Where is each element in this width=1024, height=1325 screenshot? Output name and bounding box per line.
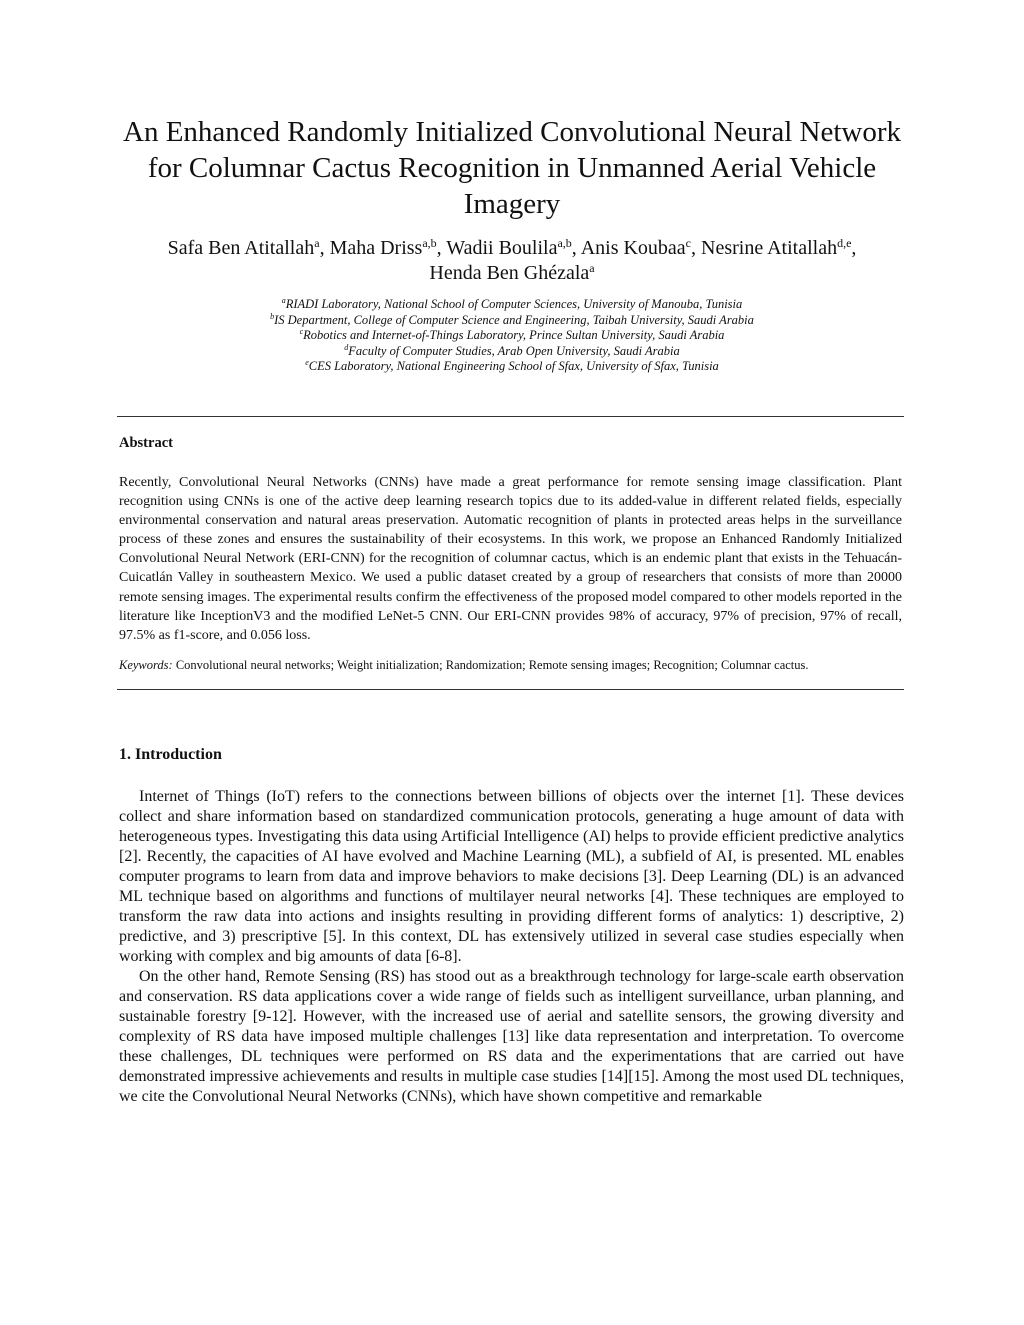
title-line-2: for Columnar Cactus Recognition in Unmanned Aerial Vehicle: [147, 152, 877, 184]
affiliation-mark: e: [305, 358, 309, 367]
keywords-text: Convolutional neural networks; Weight initialization; Randomization; Remote sensing images; Recognition; Columnar cactus.: [175, 658, 809, 672]
author-line-2: [110, 261, 914, 286]
section-heading-introduction: 1. Introduction: [119, 746, 222, 763]
affiliation-mark: a: [281, 296, 286, 305]
keywords: [119, 657, 902, 673]
affiliation-text: Faculty of Computer Studies, Arab Open University, Saudi Arabia: [348, 343, 680, 358]
author-name: Anis Koubaa: [580, 237, 686, 259]
affiliation: [110, 297, 914, 313]
author-line-1: Safa Ben Atitallah$^a$, Maha Driss$^{a,b}$, Wadii Boulila$^{a,b}$, Anis Koubaa$^c$, Nesrine Atitallah$^{d,e}$,: [167, 236, 857, 259]
introduction-body: [119, 787, 904, 1107]
affiliation: [110, 359, 914, 375]
author-affil-mark: d,e: [837, 236, 852, 250]
author-name: Safa Ben Atitallah: [167, 237, 315, 259]
affiliation-text: Robotics and Internet-of-Things Laboratory, Prince Sultan University, Saudi Arabia: [303, 328, 725, 342]
author-name: Wadii Boulila: [446, 237, 558, 259]
affiliation: [110, 328, 914, 344]
author-affil-mark: a,b: [557, 236, 572, 250]
affiliation-mark: c: [299, 327, 304, 336]
author-affil-mark: a,b: [422, 236, 437, 250]
affiliation-text: CES Laboratory, National Engineering School of Sfax, University of Sfax, Tunisia: [308, 359, 719, 373]
paragraph: On the other hand, Remote Sensing (RS) has stood out as a breakthrough technology for large-scale earth observation and conservation. RS data applications cover a wide range of fields such as intelligent surveillance, urban planning, and sustainable forestry [9-12]. However, with the increased use of aerial and satellite sensors, the growing diversity and complexity of RS data have imposed multiple challenges [13] like data representation and interpretation. To overcome these challenges, DL techniques were performed on RS data and the experimentations that are carried out have demonstrated impressive achievements and results in multiple case studies [14][15]. Among the most used DL techniques, we cite the Convolutional Neural Networks (CNNs), which have shown competitive and remarkable: [119, 968, 904, 1105]
title-line-1: An Enhanced Randomly Initialized Convolutional Neural Network: [123, 116, 901, 148]
author-affil-mark: a: [314, 236, 320, 250]
author-list: [110, 236, 914, 286]
keywords-label: Keywords:: [119, 658, 173, 672]
affiliation-mark: b: [270, 311, 275, 321]
paragraph: Internet of Things (IoT) refers to the connections between billions of objects over the internet [1]. These devices collect and share information based on standardized communication protocols, generating a huge amount of data with heterogeneous types. Investigating this data using Artificial Intelligence (AI) helps to provide efficient predictive analytics [2]. Recently, the capacities of AI have evolved and Machine Learning (ML), a subfield of AI, is presented. ML enables computer programs to learn from data and improve behaviors to make decisions [3]. Deep Learning (DL) is an advanced ML technique based on algorithms and functions of multilayer neural networks [4]. These techniques are employed to transform the raw data into actions and insights resulting in providing different forms of analytics: 1) descriptive, 2) predictive, and 3) prescriptive [5]. In this context, DL has extensively utilized in several case studies especially when working with complex and big amounts of data [6-8].: [119, 788, 904, 965]
author-name: Nesrine Atitallah: [701, 237, 838, 259]
abstract-bottom-divider: [117, 689, 904, 690]
abstract-top-divider: [117, 416, 904, 417]
author-affil-mark: c: [685, 236, 691, 250]
affiliation-mark: d: [344, 342, 349, 352]
paper-title: [110, 114, 914, 222]
abstract-heading: Abstract: [119, 435, 173, 451]
affiliation-text: IS Department, College of Computer Science and Engineering, Taibah University, Saudi Arabia: [274, 312, 754, 327]
author-affil-mark: a: [589, 261, 595, 275]
author-name: Maha Driss: [329, 237, 423, 259]
affiliation: [110, 344, 914, 360]
author-name: Henda Ben Ghézala: [429, 262, 590, 284]
abstract-text: Recently, Convolutional Neural Networks (CNNs) have made a great performance for remote sensing image classification. Plant recognition using CNNs is one of the active deep learning research topics due to its added-value in different related fields, especially environmental conservation and natural areas preservation. Automatic recognition of plants in protected areas helps in the surveillance process of these zones and ensures the sustainability of their ecosystems. In this work, we propose an Enhanced Randomly Initialized Convolutional Neural Network (ERI-CNN) for the recognition of columnar cactus, which is an endemic plant that exists in the Tehuacán-Cuicatlán Valley in southeastern Mexico. We used a public dataset created by a group of researchers that consists of more than 20000 remote sensing images. The experimental results confirm the effectiveness of the proposed model compared to other models reported in the literature like InceptionV3 and the modified LeNet-5 CNN. Our ERI-CNN provides 98% of accuracy, 97% of precision, 97% of recall, 97.5% as f1-score, and 0.056 loss.: [119, 475, 902, 643]
affiliation: [110, 313, 914, 329]
affiliation-text: RIADI Laboratory, National School of Computer Sciences, University of Manouba, Tunisia: [285, 297, 743, 311]
affiliation-list: [110, 297, 914, 375]
title-line-3: Imagery: [463, 188, 561, 220]
